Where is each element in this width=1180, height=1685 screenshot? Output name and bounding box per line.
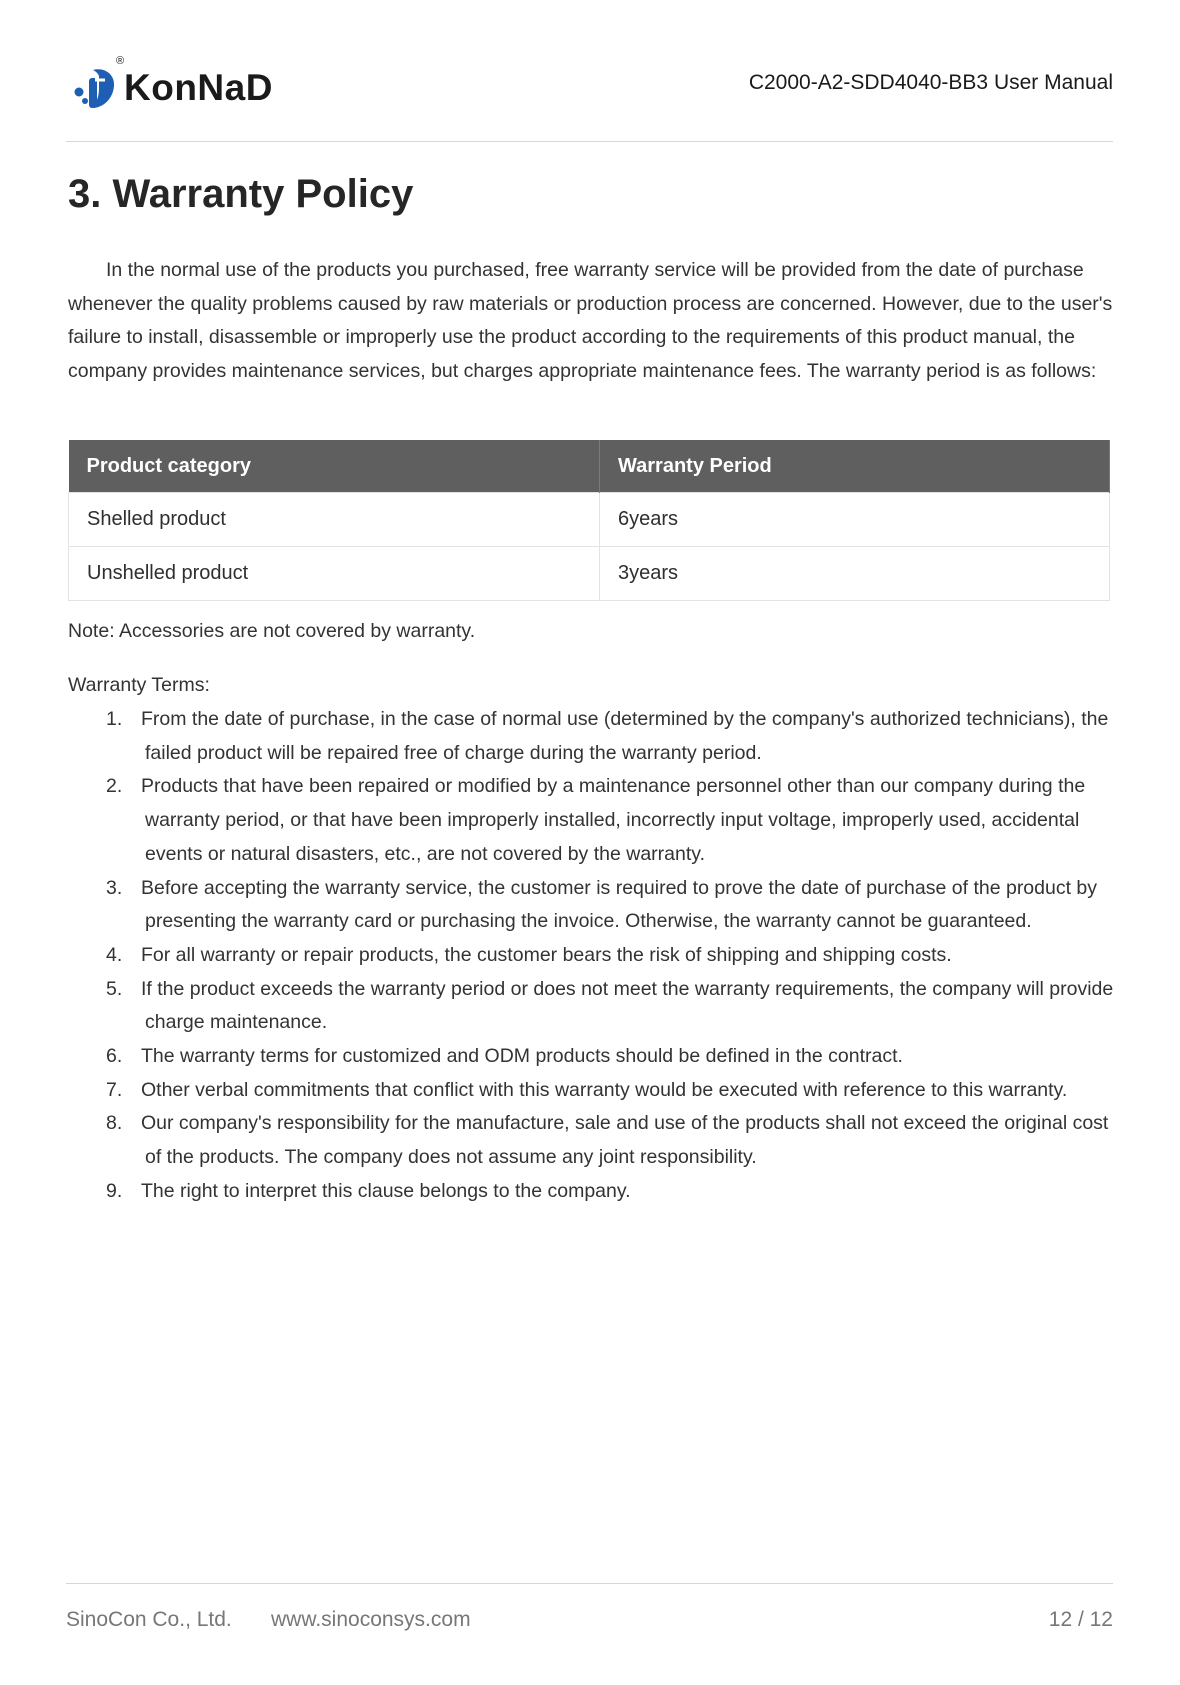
list-item-number: 5. bbox=[106, 977, 123, 1000]
list-item-text: The right to interpret this clause belongs to the company. bbox=[141, 1179, 631, 1202]
logo-wordmark bbox=[116, 55, 273, 109]
list-item-text: From the date of purchase, in the case of normal use (determined by the company's authorized technicians), the failed product will be repaired free of charge during the warranty period. bbox=[141, 708, 1109, 764]
table-cell-period: 6years bbox=[600, 493, 1110, 547]
list-item bbox=[68, 703, 1118, 770]
list-item bbox=[68, 1107, 1118, 1174]
list-item-number: 3. bbox=[106, 876, 123, 899]
table-cell-category: Unshelled product bbox=[69, 547, 600, 601]
list-item-number: 7. bbox=[106, 1078, 123, 1101]
table-cell-period: 3years bbox=[600, 547, 1110, 601]
list-item-text: Our company's responsibility for the manufacture, sale and use of the products shall not exceed the original cost of the products. The company does not assume any joint responsibility. bbox=[141, 1112, 1109, 1169]
logo-text: KonNaD bbox=[124, 67, 273, 108]
header-divider bbox=[66, 141, 1113, 142]
list-item-number: 1. bbox=[106, 708, 123, 730]
footer-company: SinoCon Co., Ltd. bbox=[66, 1608, 232, 1631]
warranty-table bbox=[68, 440, 1110, 601]
terms-heading: Warranty Terms: bbox=[68, 674, 210, 696]
table-row bbox=[69, 493, 1110, 547]
list-item bbox=[68, 1074, 1118, 1108]
registered-mark: ® bbox=[116, 55, 125, 67]
list-item-text: Products that have been repaired or modified by a maintenance personnel other than our company during the warranty period, or that have been improperly installed, incorrectly input voltage, improperly used, accidental events or natural disasters, etc., are not covered by the warranty. bbox=[141, 775, 1086, 865]
footer-website-link[interactable]: www.sinoconsys.com bbox=[271, 1608, 471, 1631]
list-item-text: Other verbal commitments that conflict with this warranty would be executed with reference to this warranty. bbox=[141, 1078, 1068, 1101]
intro-paragraph: In the normal use of the products you purchased, free warranty service will be provided from the date of purchase whenever the quality problems caused by raw materials or production process are concerned. However, due to the user's failure to install, disassemble or improperly use the product according to the requirements of this product manual, the company provides maintenance services, but charges appropriate maintenance fees. The warranty period is as follows: bbox=[68, 259, 1113, 382]
column-header-period: Warranty Period bbox=[600, 440, 1110, 493]
konnad-logo-icon bbox=[72, 66, 118, 110]
list-item-number: 9. bbox=[106, 1179, 123, 1202]
list-item-number: 6. bbox=[106, 1045, 123, 1068]
list-item-text: The warranty terms for customized and ODM products should be defined in the contract. bbox=[141, 1045, 903, 1068]
list-item-number: 8. bbox=[106, 1112, 123, 1135]
list-item-text: If the product exceeds the warranty period or does not meet the warranty requirements, the company will provide charge maintenance. bbox=[141, 977, 1114, 1034]
list-item bbox=[68, 770, 1118, 871]
column-header-category: Product category bbox=[69, 440, 600, 493]
list-item-text: Before accepting the warranty service, the customer is required to prove the date of purchase of the product by presenting the warranty card or purchasing the invoice. Otherwise, the warranty cannot be guaranteed. bbox=[141, 876, 1098, 933]
table-header-row bbox=[69, 440, 1110, 493]
list-item bbox=[68, 1175, 1118, 1209]
list-item bbox=[68, 973, 1118, 1040]
list-item bbox=[68, 939, 1118, 973]
warranty-note: Note: Accessories are not covered by warranty. bbox=[68, 620, 476, 642]
list-item-text: For all warranty or repair products, the customer bears the risk of shipping and shipping costs. bbox=[141, 943, 952, 966]
page-header bbox=[66, 55, 1113, 108]
table-row bbox=[69, 547, 1110, 601]
list-item-number: 4. bbox=[106, 943, 123, 966]
table-cell-category: Shelled product bbox=[69, 493, 600, 547]
footer-divider bbox=[66, 1583, 1113, 1584]
section-title: 3. Warranty Policy bbox=[68, 172, 414, 216]
list-item bbox=[68, 1040, 1118, 1074]
terms-list bbox=[68, 703, 1118, 1209]
brand-logo bbox=[72, 55, 273, 110]
list-item bbox=[68, 872, 1118, 939]
list-item-number: 2. bbox=[106, 775, 123, 798]
manual-title: C2000-A2-SDD4040-BB3 User Manual bbox=[748, 71, 1113, 94]
page-number: 12 / 12 bbox=[1048, 1608, 1113, 1631]
